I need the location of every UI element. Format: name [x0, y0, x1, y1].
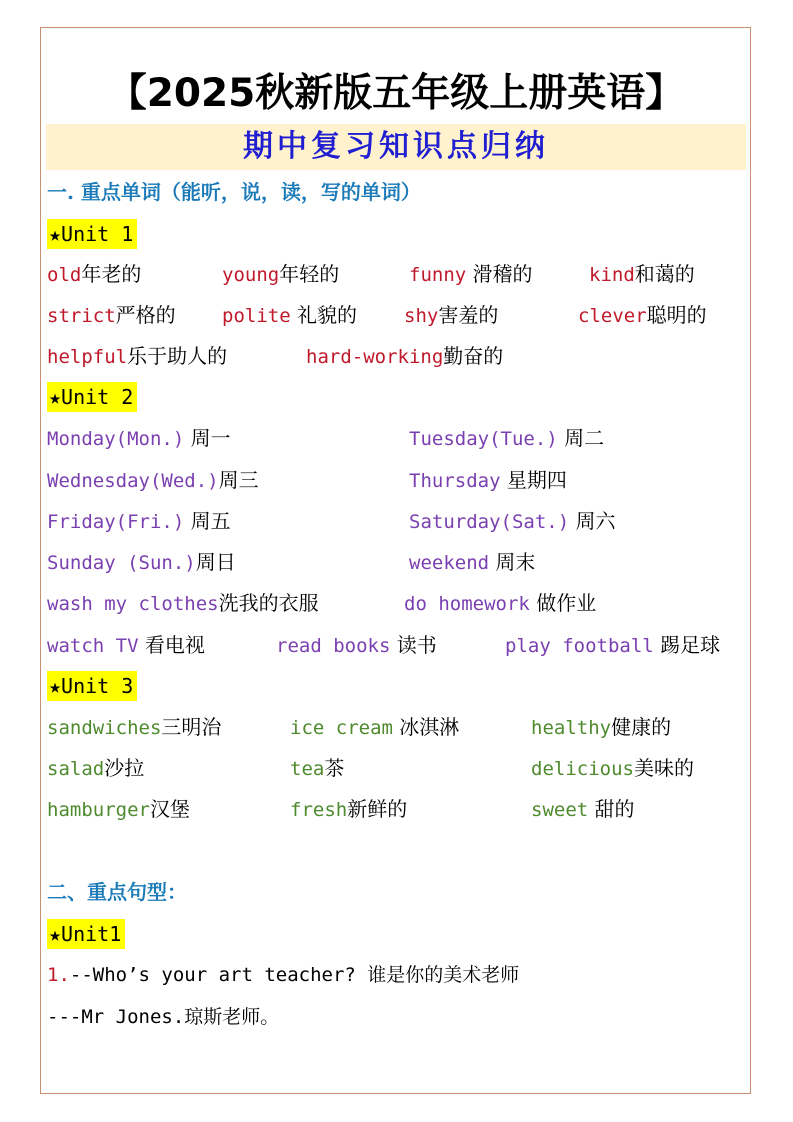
vocab-item: salad沙拉	[47, 756, 145, 780]
unit2-row-1	[47, 420, 747, 456]
section2-heading: 二、重点句型：	[47, 880, 187, 904]
vocab-item: Thursday 星期四	[409, 468, 567, 492]
sentence-item: 1.--Who’s your art teacher? 谁是你的美术老师	[47, 964, 520, 986]
s2-unit1-tag-row	[47, 916, 125, 952]
unit2-row-6	[47, 627, 747, 663]
unit2-tag-row	[47, 379, 137, 415]
unit1-row-2	[47, 297, 747, 333]
page-subtitle: 期中复习知识点归纳	[46, 124, 746, 170]
unit1-row-3	[47, 338, 747, 374]
vocab-item: polite 礼貌的	[222, 303, 357, 327]
vocab-item: weekend 周末	[409, 550, 536, 574]
vocab-item: Sunday (Sun.)周日	[47, 550, 236, 574]
vocab-item: sweet 甜的	[531, 797, 635, 821]
vocab-item: Saturday(Sat.) 周六	[409, 509, 616, 533]
sentence-line	[47, 998, 747, 1034]
section1-heading: 一. 重点单词（能听，说，读，写的单词）	[47, 180, 421, 204]
vocab-item: ice cream 冰淇淋	[290, 715, 460, 739]
vocab-item: delicious美味的	[531, 756, 694, 780]
unit2-row-3	[47, 503, 747, 539]
unit1-tag: ★Unit 1	[47, 219, 137, 249]
vocab-item: funny 滑稽的	[409, 262, 533, 286]
unit1-row-1	[47, 256, 747, 292]
unit2-row-5	[47, 585, 747, 621]
unit3-row-1	[47, 709, 747, 745]
unit2-row-2	[47, 462, 747, 498]
vocab-item: hard-working勤奋的	[306, 344, 504, 368]
vocab-item: helpful乐于助人的	[47, 344, 228, 368]
vocab-item: play football 踢足球	[505, 633, 721, 657]
vocab-item: old年老的	[47, 262, 142, 286]
vocab-item: shy害羞的	[404, 303, 499, 327]
unit2-row-4	[47, 544, 747, 580]
unit3-tag: ★Unit 3	[47, 671, 137, 701]
vocab-item: Wednesday(Wed.)周三	[47, 468, 259, 492]
vocab-item: wash my clothes洗我的衣服	[47, 591, 319, 615]
s2-unit1-tag: ★Unit1	[47, 919, 125, 949]
unit3-row-2	[47, 750, 747, 786]
page-title: 【2025秋新版五年级上册英语】	[107, 71, 685, 116]
vocab-item: Monday(Mon.) 周一	[47, 426, 231, 450]
vocab-item: watch TV 看电视	[47, 633, 205, 657]
sentence-line	[47, 956, 747, 992]
vocab-item: strict严格的	[47, 303, 176, 327]
vocab-item: clever聪明的	[578, 303, 707, 327]
unit3-row-3	[47, 791, 747, 827]
sentence-number: 1.	[47, 964, 70, 986]
vocab-item: sandwiches三明治	[47, 715, 222, 739]
vocab-item: healthy健康的	[531, 715, 672, 739]
vocab-item: do homework 做作业	[404, 591, 597, 615]
vocab-item: Friday(Fri.) 周五	[47, 509, 231, 533]
unit1-tag-row	[47, 216, 137, 252]
vocab-item: hamburger汉堡	[47, 797, 190, 821]
vocab-item: tea茶	[290, 756, 345, 780]
vocab-item: young年轻的	[222, 262, 340, 286]
vocab-item: read books 读书	[276, 633, 437, 657]
vocab-item: fresh新鲜的	[290, 797, 408, 821]
unit2-tag: ★Unit 2	[47, 382, 137, 412]
sentence-item: ---Mr Jones.琼斯老师。	[47, 1006, 280, 1028]
vocab-item: kind和蔼的	[589, 262, 695, 286]
vocab-item: Tuesday(Tue.) 周二	[409, 426, 605, 450]
unit3-tag-row	[47, 668, 137, 704]
